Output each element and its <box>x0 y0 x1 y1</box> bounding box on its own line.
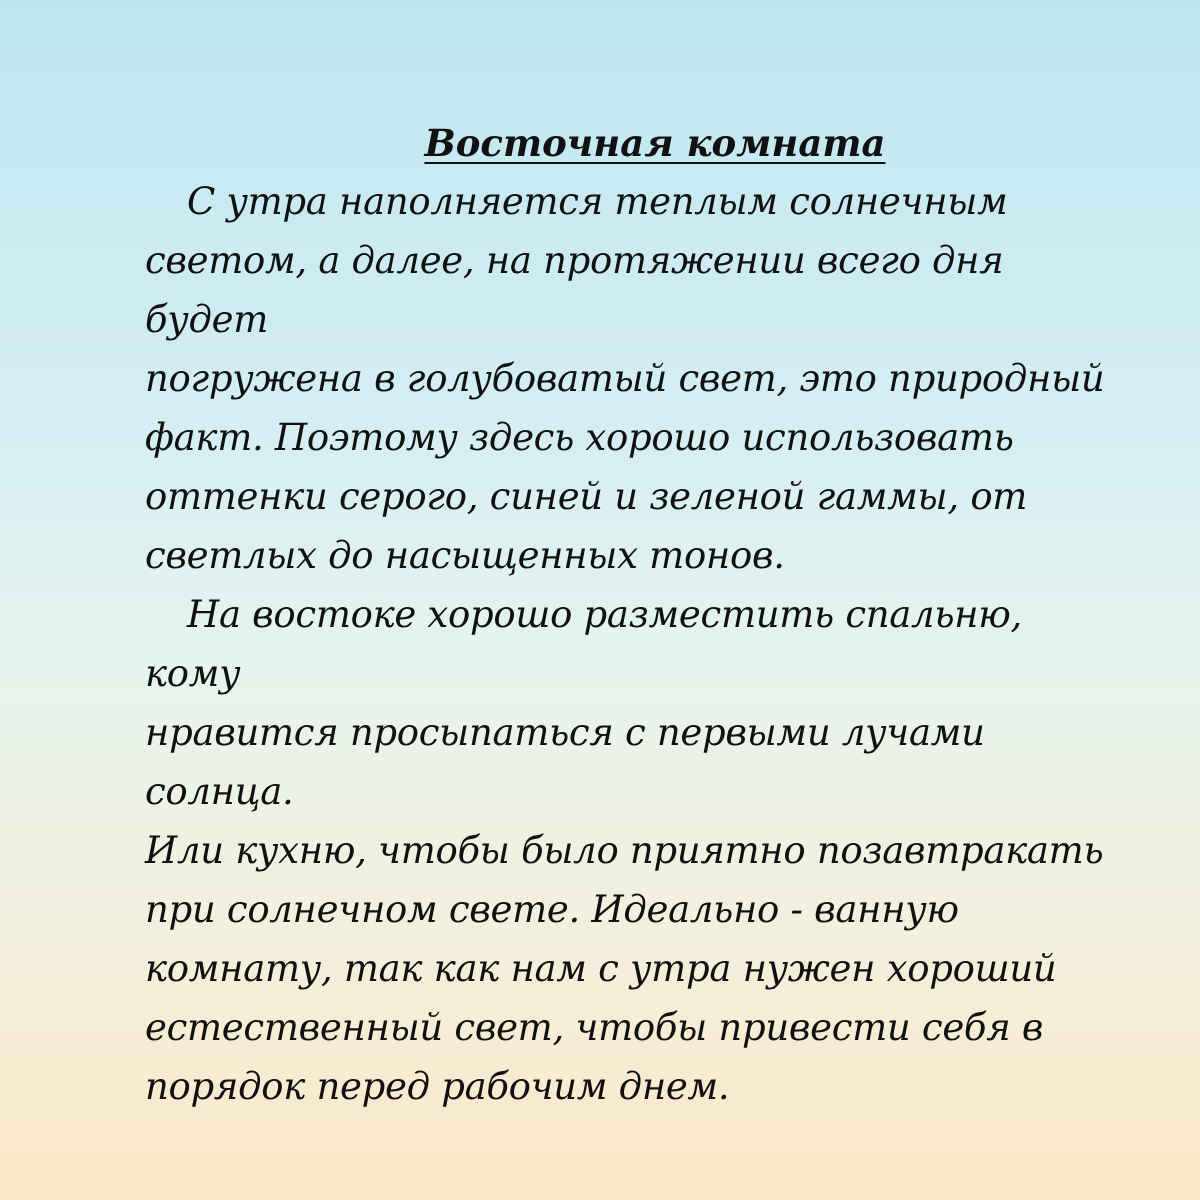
page-title <box>145 118 1105 168</box>
paragraph-1-line-6: светлых до насыщенных тонов. <box>145 534 785 577</box>
paragraph-2 <box>145 585 1105 1116</box>
paragraph-2-line-5: комнату, так как нам с утра нужен хороший <box>145 947 1057 990</box>
paragraph-1-line-4: факт. Поэтому здесь хорошо использовать <box>145 416 1014 459</box>
page-title-text: Восточная комната <box>424 121 886 165</box>
paragraph-2-line-3: Или кухню, чтобы было приятно позавтракать <box>145 829 1104 872</box>
paragraph-1-line-2: светом, а далее, на протяжении всего дня будет <box>145 239 1004 341</box>
paragraph-2-line-2: нравится просыпаться с первыми лучами солнца. <box>145 711 985 813</box>
paragraph-2-line-4: при солнечном свете. Идеально - ванную <box>145 888 959 931</box>
paragraph-1-line-3: погружена в голубоватый свет, это природный <box>145 357 1105 400</box>
paragraph-1-line-1: С утра наполняется теплым солнечным <box>187 180 1008 223</box>
paragraph-2-line-7: порядок перед рабочим днем. <box>145 1065 730 1108</box>
paragraph-2-line-1: На востоке хорошо разместить спальню, кому <box>145 593 1022 695</box>
text-card <box>145 118 1105 1116</box>
paragraph-1 <box>145 172 1105 585</box>
paragraph-1-line-5: оттенки серого, синей и зеленой гаммы, от <box>145 475 1028 518</box>
paragraph-2-line-6: естественный свет, чтобы привести себя в <box>145 1006 1044 1049</box>
